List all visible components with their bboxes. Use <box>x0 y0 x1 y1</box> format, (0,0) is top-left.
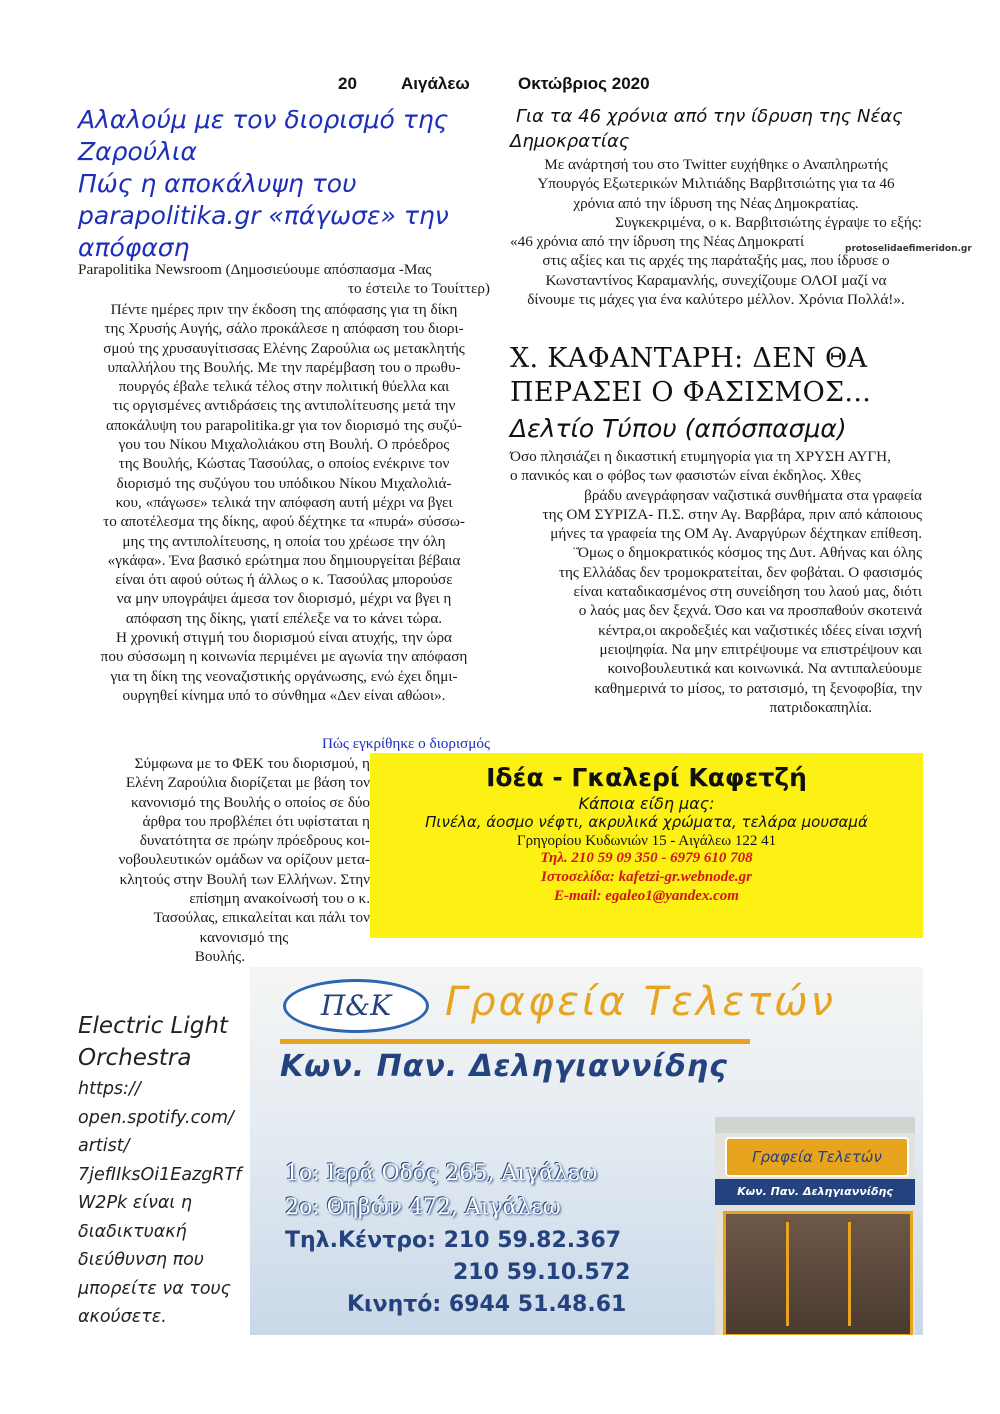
body-line: Υπουργός Εξωτερικών Μιλτιάδης Βαρβιτσιώτης για τα 46 <box>537 175 895 193</box>
funeral-addresses <box>285 1157 597 1225</box>
body-line: τις οργισμένες αντιδράσεις της αντιπολίτευσης μετά την <box>112 397 456 415</box>
header-town: Αιγάλεω <box>401 74 470 93</box>
article1-lead <box>78 260 490 299</box>
article1-subhead: Πώς εγκρίθηκε ο διορισμός <box>321 735 490 752</box>
elo-title-line: Electric Light <box>78 1013 228 1039</box>
elo-line[interactable]: https:// <box>78 1079 141 1099</box>
shop-roof <box>715 1117 915 1133</box>
body-line: απόφαση της δίκης, γιατί επέλεξε να το κάνει τώρα. <box>125 609 443 627</box>
body-line: δυνατότητα σε πρώην πρόεδρους κοι- <box>139 832 370 850</box>
article2-body <box>510 155 922 309</box>
article1-body2 <box>78 754 370 966</box>
body-line: βράδυ ανεγράφησαν ναζιστικά συνθήματα στα γραφεία <box>584 486 922 504</box>
window-frame <box>786 1222 789 1326</box>
body-line: Ελένη Ζαρούλια διορίζεται με βάση τον <box>125 774 370 792</box>
funeral-title: Γραφεία Τελετών <box>445 979 836 1025</box>
body-line: πουργός έβαλε τελικά τέλος στην πολιτική θύελλα και <box>118 378 450 396</box>
body-line: Βουλής. <box>194 947 245 965</box>
funeral-address-2: 2ο: Θηβών 472, Αιγάλεω <box>285 1195 561 1220</box>
elo-title <box>78 1010 253 1074</box>
funeral-phone-1: 210 59.82.367 <box>443 1228 622 1253</box>
body-line: της ΟΜ ΣΥΡΙΖΑ- Π.Σ. στην Αγ. Βαρβάρα, πριν από κάποιους <box>542 505 922 523</box>
page-header <box>338 74 668 100</box>
funeral-logo-text: Π&Κ <box>320 989 392 1022</box>
elo-line[interactable]: 7jefIIksOi1EazgRTf <box>78 1164 242 1185</box>
body-line: επίσημη ανακοίνωσή του ο κ. <box>189 890 370 908</box>
body-line: κέντρα,οι ακροδεξιές και ναζιστικές ιδέες είναι ισχνή <box>598 621 922 639</box>
body-line: είναι ότι αφού ούτως ή άλλως ο κ. Τασούλας μπορούσε <box>115 571 453 589</box>
funeral-logo <box>283 979 429 1033</box>
elo-title-line: Orchestra <box>78 1045 192 1071</box>
body-line: να μην υπογράψει άμεσα τον διορισμό, μέχρι να βγει η <box>116 590 452 608</box>
body-line: καθημερινά το μίσος, το ρατσισμό, τη ξενοφοβία, την <box>594 679 922 697</box>
body-line: κοινοβουλευτικά και κοινωνικά. Να αντιπαλεύουμε <box>607 660 922 678</box>
funeral-phone-label: Τηλ.Κέντρο: <box>285 1228 436 1253</box>
shop-window <box>723 1211 913 1335</box>
shop-sign <box>725 1137 909 1177</box>
elo-line: διεύθυνση που <box>78 1250 204 1270</box>
article1-title-line: Αλαλούμ με τον διορισμό της <box>78 105 449 134</box>
article2-title-line: Δημοκρατίας <box>510 131 630 152</box>
body-line: Όσο πλησιάζει η δικαστική ετυμηγορία για τη ΧΡΥΣΗ ΑΥΓΗ, <box>510 448 891 465</box>
body-line: κανονισμό της <box>199 928 289 946</box>
body-line: το αποτέλεσμα της δίκης, αφού δέχτηκε τα «πυρά» σύσσω- <box>103 513 465 531</box>
funeral-mobile: Κινητό: 6944 51.48.61 <box>347 1292 627 1317</box>
watermark: protoselidaefimeridon.gr <box>845 244 972 254</box>
body-line: για τη δίκη της νεοναζιστικής οργάνωσης, ενώ έχει δημι- <box>110 667 458 685</box>
body-line: «46 χρόνια από την ίδρυση της Νέας Δημοκρατί <box>510 233 805 251</box>
shop-front-image <box>715 1117 915 1335</box>
body-line: ο λαός μας δεν ξεχνά. Όσο και να προσπαθούν σκοτεινά <box>578 602 922 620</box>
gallery-phone: Τηλ. 210 59 09 350 - 6979 610 708 <box>540 850 753 866</box>
article1-body <box>78 300 490 705</box>
elo-line[interactable]: open.spotify.com/ <box>78 1107 234 1128</box>
body-line: Συγκεκριμένα, ο κ. Βαρβιτσιώτης έγραψε το εξής: <box>615 213 922 231</box>
elo-line[interactable]: artist/ <box>78 1136 130 1156</box>
elo-line: ακούσετε. <box>78 1307 167 1327</box>
body-line: μης της αντιπολίτευσης, η οποία του χρέωσε την όλη <box>122 532 446 550</box>
funeral-divider <box>280 1039 750 1044</box>
elo-line: διαδικτυακή <box>78 1221 187 1242</box>
funeral-address-1: 1ο: Ιερά Οδός 265, Αιγάλεω <box>285 1161 598 1186</box>
body-line: νοβουλευτικών ομάδων να ορίζουν μετα- <box>118 851 370 869</box>
article1-title-line: Ζαρούλια <box>78 137 197 166</box>
gallery-name: Ιδέα - Γκαλερί Καφετζή <box>486 763 807 792</box>
body-line: Η χρονική στιγμή του διορισμού είναι ατυχής, την ώρα <box>115 629 453 647</box>
funeral-owner: Κων. Παν. Δεληγιαννίδης <box>280 1049 728 1084</box>
body-line: της Ελλάδας δεν τρομοκρατείται, δεν φοβάται. Ο φασισμός <box>558 563 922 581</box>
article1-title-line: Πώς η αποκάλυψη του <box>78 169 357 198</box>
body-line: στις αξίες και τις αρχές της παράταξής μας, που ίδρυσε ο <box>542 252 890 270</box>
body-line: μειοψηφία. Να μην επιτρέψουμε να επιστρέψουν και <box>599 640 922 658</box>
article1-lead-line: το έστειλε το Τουίττερ) <box>347 280 490 298</box>
body-line: χρόνια από την ίδρυση της Νέας Δημοκρατίας. <box>573 194 859 212</box>
body-line: δίνουμε τις μάχες για ένα καλύτερο μέλλον. Χρόνια Πολλά!». <box>527 291 905 309</box>
gallery-address: Γρηγορίου Κυδωνιών 15 - Αιγάλεω 122 41 <box>516 833 777 849</box>
article1-title-line: parapolitika.gr «πάγωσε» την <box>78 201 449 230</box>
gallery-website[interactable]: Ιστοσελίδα: kafetzi-gr.webnode.gr <box>541 869 752 885</box>
window-frame <box>848 1222 851 1326</box>
elo-line: μπορείτε να τους <box>78 1278 231 1299</box>
gallery-ad <box>370 753 923 938</box>
body-line: Με ανάρτησή του στο Twitter ευχήθηκε ο Αναπληρωτής <box>544 156 888 173</box>
shop-owner-text: Κων. Παν. Δεληγιαννίδης <box>737 1185 893 1198</box>
article3-subtitle: Δελτίο Τύπου (απόσπασμα) <box>510 414 847 443</box>
funeral-phone-2: 210 59.10.572 <box>453 1260 631 1285</box>
funeral-phones <box>285 1225 630 1321</box>
shop-sign-text: Γραφεία Τελετών <box>752 1148 882 1166</box>
article1-title-line: απόφαση <box>78 233 190 262</box>
shop-owner-band <box>715 1179 915 1205</box>
page-number: 20 <box>338 74 357 93</box>
article3-title <box>510 342 940 410</box>
article3-title-line: ΠΕΡΑΣΕΙ Ο ΦΑΣΙΣΜΟΣ... <box>510 377 872 408</box>
body-line: που σύσσωμη η κοινωνία περιμένει με αγωνία την απόφαση <box>100 648 468 666</box>
elo-line: W2Pk είναι η <box>78 1193 192 1213</box>
body-line: γου του Νίκου Μιχαλολιάκου στη Βουλή. Ο πρόεδρος <box>118 436 450 454</box>
body-line: «γκάφα». Ένα βασικό ερώτημα που δημιουργείται βέβαια <box>107 551 461 569</box>
body-line: Κωνσταντίνος Καραμανλής, συνεχίζουμε ΟΛΟΙ μαζί να <box>545 271 887 289</box>
article2-title <box>510 104 930 154</box>
gallery-kinds-label: Κάποια είδη μας: <box>578 794 715 813</box>
body-line: μήνες τα γραφεία της ΟΜ Αγ. Αναργύρων δέχτηκαν επίθεση. <box>550 525 922 543</box>
article2-title-line: Για τα 46 χρόνια από την ίδρυση της Νέας <box>516 106 903 127</box>
body-line: Σύμφωνα με το ΦΕΚ του διορισμού, η <box>134 755 370 772</box>
article1-title <box>78 104 498 264</box>
article3-title-line: Χ. ΚΑΦΑΝΤΑΡΗ: ΔΕΝ ΘΑ <box>510 343 868 374</box>
header-date: Οκτώβριος 2020 <box>518 74 650 93</box>
body-line: Τασούλας, επικαλείται και πάλι τον <box>153 909 370 927</box>
body-line: διορισμό της συζύγου του υπόδικου Νίκου Μιχαλολιά- <box>116 474 452 492</box>
body-line: είναι καταδικασμένος στη συνείδηση του λαού μας, διότι <box>573 583 922 601</box>
body-line: αποκάλυψη του parapolitika.gr για τον διορισμό της συζύ- <box>106 416 462 434</box>
body-line: άρθρα του προβλέπει ότι υφίσταται η <box>142 812 370 830</box>
body-line: της Χρυσής Αυγής, σάλο προκάλεσε η απόφαση του διορι- <box>104 320 464 338</box>
body-line: ¨Όμως ο δημοκρατικός κόσμος της Δυτ. Αθήνας και όλης <box>572 544 922 562</box>
body-line: Πέντε ημέρες πριν την έκδοση της απόφασης για τη δίκη <box>110 301 458 318</box>
body-line: κλητούς στην Βουλή των Ελλήνων. Στην <box>119 870 370 888</box>
body-line: πατριδοκαπηλία. <box>769 698 872 716</box>
body-line: ουργηθεί κίνημα υπό το σύνθημα «Δεν είναι αθώοι». <box>122 686 446 704</box>
body-line: της Βουλής, Κώστας Τασούλας, ο οποίος ενέκρινε τον <box>118 455 450 473</box>
article1-lead-line: Parapolitika Newsroom (Δημοσιεύουμε απόσπασμα -Μας <box>78 261 432 278</box>
gallery-email[interactable]: E-mail: egaleo1@yandex.com <box>554 888 739 904</box>
gallery-products: Πινέλα, άοσμο νέφτι, ακρυλικά χρώματα, τελάρα μουσαμά <box>425 813 868 831</box>
body-line: κου, «πάγωσε» τελικά την απόφαση αυτή μέχρι να βγει <box>115 493 453 511</box>
funeral-ad <box>250 967 923 1335</box>
body-line: κανονισμό της Βουλής ο οποίος σε δύο <box>130 793 370 811</box>
elo-text <box>78 1075 253 1332</box>
body-line: ο πανικός και ο φόβος των φασιστών είναι έκδηλος. Χθες <box>510 467 861 485</box>
body-line: υπαλλήλου της Βουλής. Με την παρέμβαση του ο πρωθυ- <box>107 358 461 376</box>
article3-body <box>510 447 922 717</box>
body-line: σμού της χρυσαυγίτισσας Ελένης Ζαρούλια ως μετακλητής <box>103 339 465 357</box>
